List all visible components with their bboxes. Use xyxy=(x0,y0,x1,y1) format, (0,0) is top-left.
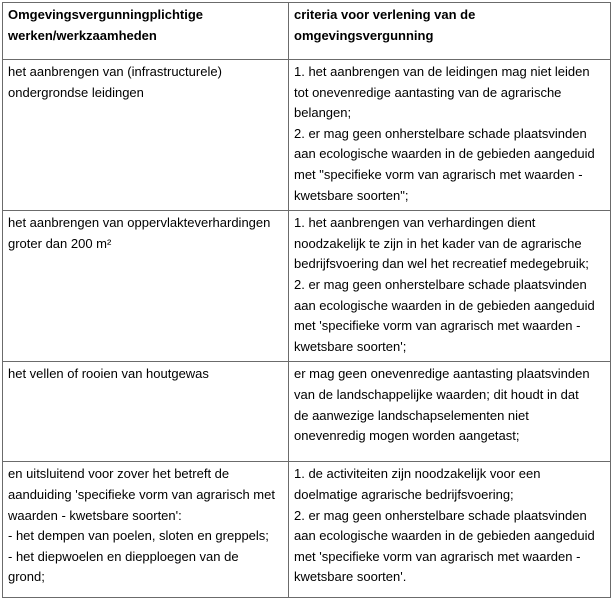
criteria-line: er mag geen onevenredige aantasting plaatsvinden xyxy=(294,366,590,382)
criteria-line: 1. het aanbrengen van de leidingen mag niet leiden xyxy=(294,64,590,79)
criteria-cell xyxy=(289,211,611,362)
works-line: groter dan 200 m² xyxy=(8,235,112,251)
works-line: ondergrondse leidingen xyxy=(8,84,144,100)
header-works-line: werken/werkzaamheden xyxy=(8,27,157,43)
header-criteria xyxy=(289,3,611,60)
works-line: en uitsluitend voor zover het betreft de xyxy=(8,466,230,482)
works-line: waarden - kwetsbare soorten': xyxy=(8,507,182,523)
criteria-line: 1. de activiteiten zijn noodzakelijk voor een xyxy=(294,466,541,482)
criteria-cell xyxy=(289,462,611,598)
table-row xyxy=(3,211,611,362)
works-line: het aanbrengen van (infrastructurele) xyxy=(8,64,222,79)
works-cell xyxy=(3,211,289,362)
criteria-line: aan ecologische waarden in de gebieden aangeduid xyxy=(294,297,595,313)
criteria-line: 2. er mag geen onherstelbare schade plaatsvinden xyxy=(294,125,587,141)
criteria-line: tot onevenredige aantasting van de agrarische xyxy=(294,84,562,100)
table-row xyxy=(3,60,611,211)
criteria-line: kwetsbare soorten'. xyxy=(294,569,407,585)
criteria-line: 2. er mag geen onherstelbare schade plaatsvinden xyxy=(294,276,587,292)
works-line: het vellen of rooien van houtgewas xyxy=(8,366,209,382)
works-line: - het diepwoelen en diepploegen van de xyxy=(8,548,239,564)
criteria-line: 2. er mag geen onherstelbare schade plaatsvinden xyxy=(294,507,587,523)
works-line: het aanbrengen van oppervlakteverhardingen xyxy=(8,215,271,231)
criteria-line: bedrijfsvoering dan wel het recreatief medegebruik; xyxy=(294,256,589,272)
works-line: grond; xyxy=(8,569,45,585)
criteria-line: met 'specifieke vorm van agrarisch met waarden - xyxy=(294,318,581,334)
criteria-line: 1. het aanbrengen van verhardingen dient xyxy=(294,215,536,231)
criteria-line: kwetsbare soorten'; xyxy=(294,338,407,354)
criteria-line: aan ecologische waarden in de gebieden aangeduid xyxy=(294,528,595,544)
works-line: - het dempen van poelen, sloten en greppels; xyxy=(8,528,269,544)
table-row xyxy=(3,462,611,598)
header-works xyxy=(3,3,289,60)
works-line: aanduiding 'specifieke vorm van agrarisch met xyxy=(8,486,275,502)
permit-criteria-table xyxy=(2,2,611,598)
works-cell xyxy=(3,362,289,462)
works-cell xyxy=(3,60,289,211)
criteria-line: aan ecologische waarden in de gebieden aangeduid xyxy=(294,146,595,162)
works-cell xyxy=(3,462,289,598)
header-criteria-line: criteria voor verlening van de xyxy=(294,7,476,22)
criteria-line: kwetsbare soorten"; xyxy=(294,187,409,203)
header-row xyxy=(3,3,611,60)
criteria-line: onevenredig mogen worden aangetast; xyxy=(294,428,520,444)
header-criteria-line: omgevingsvergunning xyxy=(294,27,434,43)
criteria-cell xyxy=(289,60,611,211)
criteria-cell xyxy=(289,362,611,462)
criteria-line: met 'specifieke vorm van agrarisch met waarden - xyxy=(294,548,581,564)
table-row xyxy=(3,362,611,462)
criteria-line: noodzakelijk te zijn in het kader van de agrarische xyxy=(294,235,582,251)
criteria-line: de aanwezige landschapselementen niet xyxy=(294,407,529,423)
criteria-line: met "specifieke vorm van agrarisch met waarden - xyxy=(294,166,583,182)
criteria-line: belangen; xyxy=(294,105,352,121)
header-works-line: Omgevingsvergunningplichtige xyxy=(8,7,204,22)
criteria-line: doelmatige agrarische bedrijfsvoering; xyxy=(294,486,514,502)
criteria-line: van de landschappelijke waarden; dit houdt in dat xyxy=(294,386,579,402)
